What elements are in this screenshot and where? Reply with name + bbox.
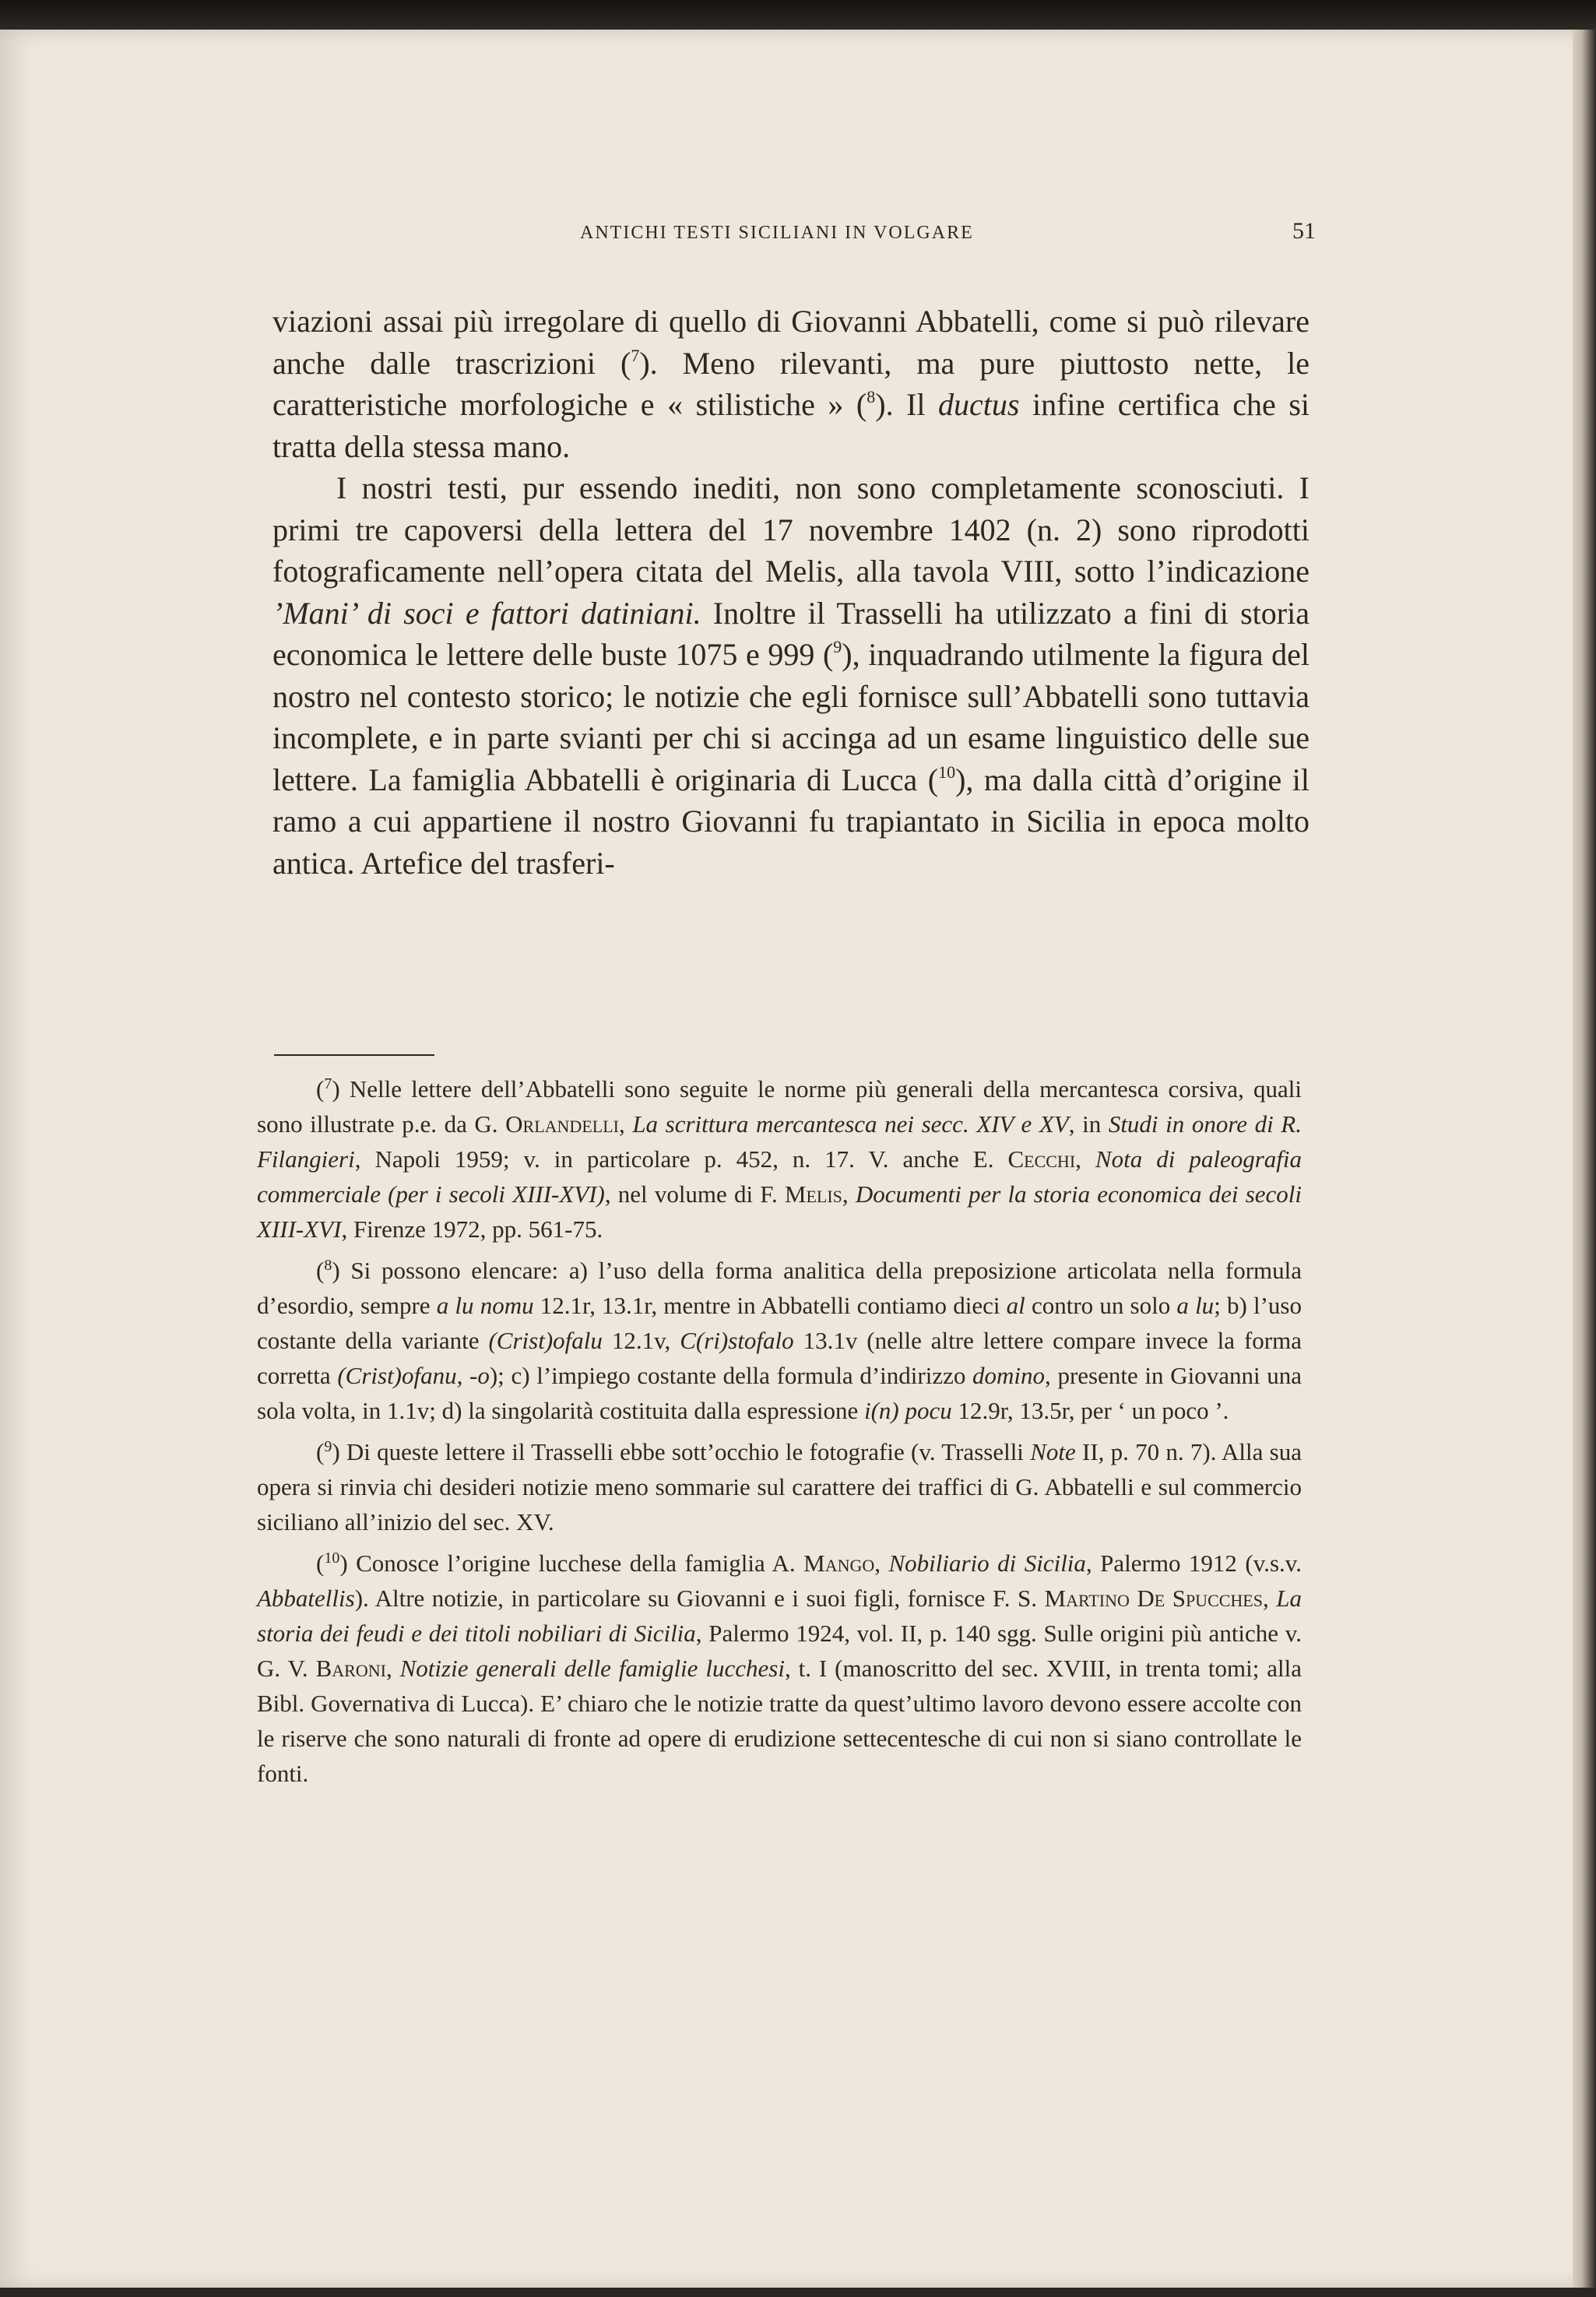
footnote-9: ($^9$) Di queste lettere il Trasselli ebbe sott’occhio le fotografie (v. Trasselli Note II, p. 70 n. 7). Alla sua opera si rinvia chi desideri notizie meno sommarie sul carattere dei traffici di G. Abbatelli e sul commercio siciliano all’inizio del sec. XV. (257, 1438, 1302, 1535)
footnotes (257, 1071, 1302, 1797)
main-text (272, 301, 1309, 884)
footnote-ref-8: 8 (867, 387, 876, 406)
scan-top-edge (0, 0, 1596, 31)
caption-soci: di soci e fattori datiniani. (355, 595, 701, 631)
book-fore-edge (1573, 30, 1596, 2297)
running-header (272, 218, 1316, 254)
page-number: 51 (1292, 218, 1316, 244)
caption-mani: ’Mani’ (272, 595, 356, 631)
paragraph-1: viazioni assai più irregolare di quello di Giovanni Abbatelli, come si può rilevare anche dalle trascrizioni ($^7$). Meno rilevanti, ma pure piuttosto nette, le caratteristiche morfologiche e « stilistiche » ($^8$). Il ductus infine certifica che si tratta della stessa mano. (272, 304, 1309, 464)
footnote-separator (274, 1054, 434, 1056)
running-title: ANTICHI TESTI SICILIANI IN VOLGARE (580, 223, 974, 243)
footnote-ref-7: 7 (631, 345, 640, 365)
footnote-ref-9: 9 (833, 637, 842, 656)
scan-bottom-edge (0, 2288, 1596, 2297)
footnote-ref-10: 10 (938, 762, 956, 782)
term-ductus: ductus (938, 387, 1020, 422)
footnote-8: ($^8$) Si possono elencare: a) l’uso della forma analitica della preposizione articolata nella formula d’esordio, sempre a lu nomu 12.1r, 13.1r, mentre in Abbatelli contiamo dieci al contro un solo a lu; b) l’uso costante della variante (Crist)ofalu 12.1v, C(ri)stofalo 13.1v (nelle altre lettere compare invece la forma corretta (Crist)ofanu, -o); c) l’impiego costante della formula d’indirizzo domino, presente in Giovanni una sola volta, in 1.1v; d) la singolarità costituita dalla espressione i(n) pocu 12.9r, 13.5r, per ‘ un poco ’. (257, 1257, 1302, 1424)
paragraph-2: I nostri testi, pur essendo inediti, non sono completamente sconosciuti. I primi tre capoversi della lettera del 17 novembre 1402 (n. 2) sono riprodotti fotograficamente nell’opera citata del Melis, alla tavola VIII, sotto l’indicazione ’Mani’ di soci e fattori datiniani. Inoltre il Trasselli ha utilizzato a fini di storia economica le lettere delle buste 1075 e 999 ($^9$), inquadrando utilmente la figura del nostro nel contesto storico; le notizie che egli fornisce sull’Abbatelli sono tuttavia incomplete, e in parte svianti per chi si accinga ad un esame linguistico delle sue lettere. La famiglia Abbatelli è originaria di Lucca ($^{10}$), ma dalla città d’origine il ramo a cui appartiene il nostro Giovanni fu trapiantato in Sicilia in epoca molto antica. Artefice del trasferi- (272, 470, 1310, 881)
footnote-7: ($^7$) Nelle lettere dell’Abbatelli sono seguite le norme più generali della mercantesca corsiva, quali sono illustrate p.e. da G. Orlandelli, La scrittura mercantesca nei secc. XIV e XV, in Studi in onore di R. Filangieri, Napoli 1959; v. in particolare p. 452, n. 17. V. anche E. Cecchi, Nota di paleografia commerciale (per i secoli XIII-XVI), nel volume di F. Melis, Documenti per la storia economica dei secoli XIII-XVI, Firenze 1972, pp. 561-75. (257, 1075, 1302, 1243)
footnote-10: ($^{10}$) Conosce l’origine lucchese della famiglia A. Mango, Nobiliario di Sicilia, Palermo 1912 (v.s.v. Abbatellis). Altre notizie, in particolare su Giovanni e i suoi figli, fornisce F. S. Martino De Spucches, La storia dei feudi e dei titoli nobiliari di Sicilia, Palermo 1924, vol. II, p. 140 sgg. Sulle origini più antiche v. G. V. Baroni, Notizie generali delle famiglie lucchesi, t. I (manoscritto del sec. XVIII, in trenta tomi; alla Bibl. Governativa di Lucca). E’ chiaro che le notizie tratte da quest’ultimo lavoro devono essere accolte con le riserve che sono naturali di fronte ad opere di erudizione settecentesche di cui non si siano controllate le fonti. (257, 1550, 1302, 1787)
